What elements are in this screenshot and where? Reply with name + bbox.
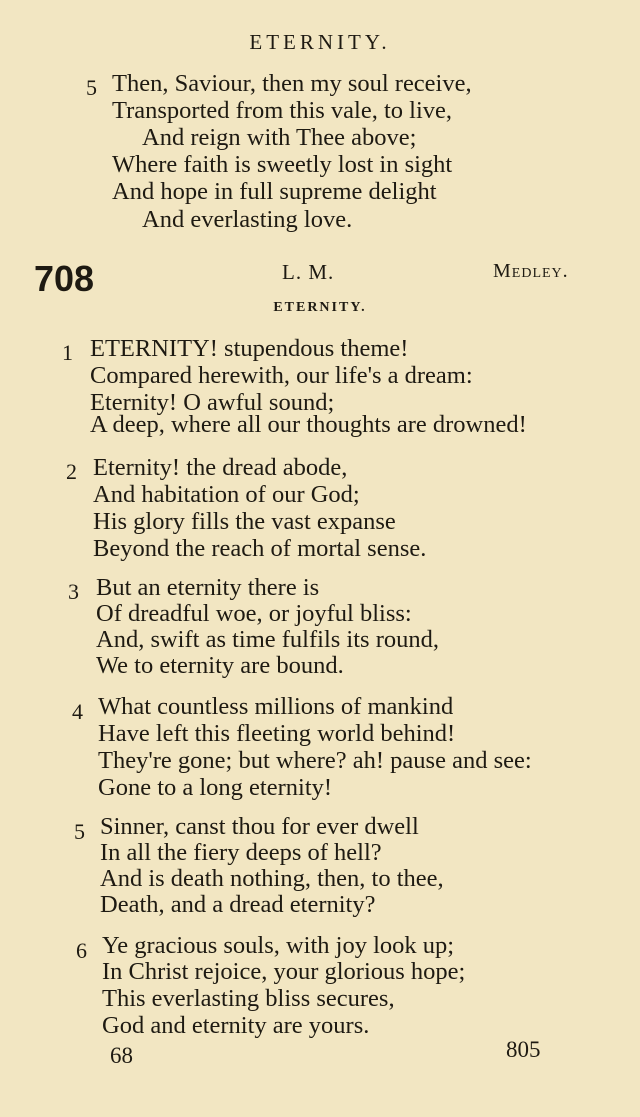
verse-number: 5 — [74, 819, 85, 844]
verse-line: And, swift as time fulfils its round, — [96, 626, 439, 653]
verse-number: 6 — [76, 938, 87, 963]
verse-line: ETERNITY! stupendous theme! — [90, 335, 409, 362]
verse-line: Where faith is sweetly lost in sight — [112, 151, 453, 178]
verse-line: Compared herewith, our life's a dream: — [90, 362, 473, 389]
verse-line: Transported from this vale, to live, — [112, 97, 453, 124]
verse-line: Eternity! O awful sound; — [90, 389, 335, 416]
verse-number: 4 — [72, 699, 83, 724]
verse-line: Beyond the reach of mortal sense. — [93, 535, 427, 562]
verse-line: His glory fills the vast expanse — [93, 508, 396, 535]
signature-mark: 68 — [110, 1043, 133, 1068]
verse-line: In Christ rejoice, your glorious hope; — [102, 958, 466, 985]
verse-line: And habitation of our God; — [93, 481, 360, 508]
verse-line: But an eternity there is — [96, 574, 320, 601]
verse-line: And hope in full supreme delight — [112, 178, 437, 205]
verse-line: Then, Saviour, then my soul receive, — [112, 70, 472, 97]
verse-number: 3 — [68, 579, 79, 604]
running-head: ETERNITY. — [249, 30, 391, 54]
hymn-subject: ETERNITY. — [273, 300, 367, 315]
verse-line: A deep, where all our thoughts are drowned! — [90, 411, 527, 438]
hymn-meter: L. M. — [282, 260, 335, 284]
verse-line: This everlasting bliss secures, — [102, 985, 395, 1012]
verse-line: We to eternity are bound. — [96, 652, 344, 679]
verse-line: Sinner, canst thou for ever dwell — [100, 813, 419, 840]
verse-line: Eternity! the dread abode, — [93, 454, 348, 481]
verse-line: Death, and a dread eternity? — [100, 891, 376, 918]
verse-line: And everlasting love. — [142, 206, 353, 233]
verse-line: They're gone; but where? ah! pause and see: — [98, 747, 532, 774]
hymn-number: 708 — [34, 258, 95, 299]
verse-line: And reign with Thee above; — [142, 124, 417, 151]
verse-number: 2 — [66, 459, 77, 484]
page-number: 805 — [506, 1037, 541, 1062]
verse-number: 5 — [86, 75, 97, 100]
verse-line: Have left this fleeting world behind! — [98, 720, 456, 747]
hymn-tune: Medley. — [493, 260, 569, 282]
verse-line: In all the fiery deeps of hell? — [100, 839, 382, 866]
verse-line: Of dreadful woe, or joyful bliss: — [96, 600, 412, 627]
verse-line: Gone to a long eternity! — [98, 774, 333, 801]
verse-line: Ye gracious souls, with joy look up; — [102, 932, 455, 959]
verse-line: And is death nothing, then, to thee, — [100, 865, 444, 892]
verse-number: 1 — [62, 340, 73, 365]
verse-line: God and eternity are yours. — [102, 1012, 370, 1039]
verse-line: What countless millions of mankind — [98, 693, 454, 720]
